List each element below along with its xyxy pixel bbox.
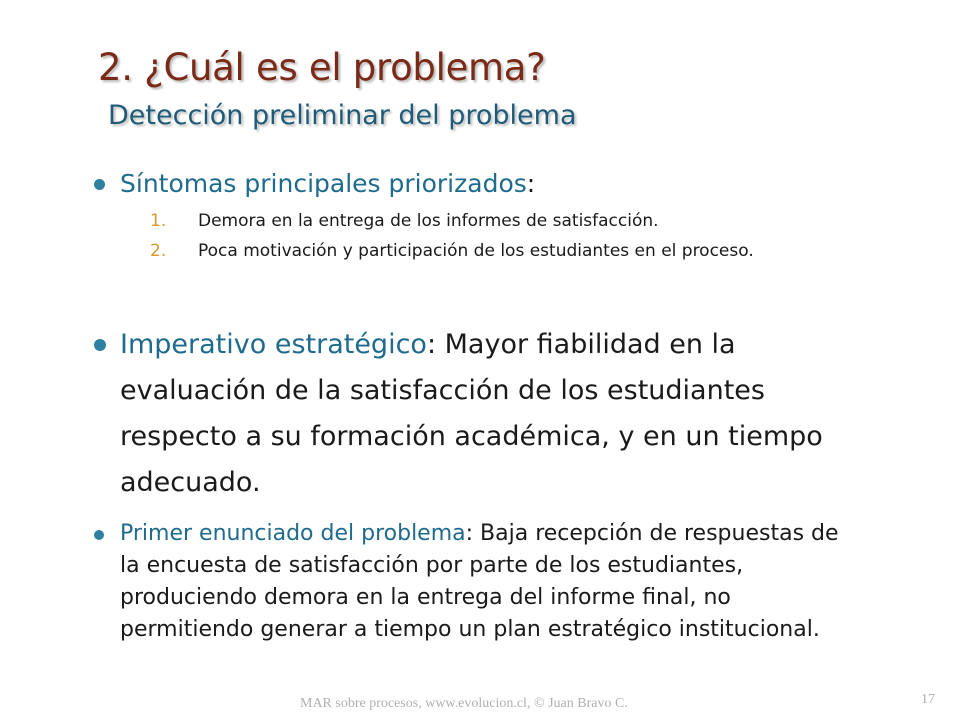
slide-subtitle: Detección preliminar del problema [108, 100, 577, 131]
list-item-number: 2. [150, 241, 167, 261]
bullet-dot-icon [94, 179, 105, 190]
slide-title: 2. ¿Cuál es el problema? [98, 46, 546, 89]
problem-label: Primer enunciado del problema [120, 521, 466, 546]
bullet-symptoms [120, 162, 840, 206]
list-item-text: Poca motivación y participación de los estudiantes en el proceso. [198, 241, 754, 261]
symptoms-list [150, 206, 810, 266]
slide-footer: MAR sobre procesos, www.evolucion.cl, © Juan Bravo C. [300, 696, 628, 711]
imperative-label: Imperativo estratégico [120, 329, 427, 360]
bullet-imperative [120, 322, 840, 506]
symptoms-colon: : [526, 169, 536, 198]
symptoms-label: Síntomas principales priorizados [120, 169, 527, 198]
bullet-dot-icon [94, 530, 104, 540]
list-item [150, 206, 810, 236]
bullet-problem-statement [120, 518, 840, 646]
page-number: 17 [921, 692, 935, 707]
list-item [150, 236, 810, 266]
list-item-number: 1. [150, 211, 167, 231]
problem-text: : Baja recepción de respuestas de la encuesta de satisfacción por parte de los estudiantes, produciendo demora en la entrega del informe final, no permitiendo generar a tiempo un plan estratégico institucional. [120, 521, 839, 642]
bullet-dot-icon [94, 339, 106, 351]
list-item-text: Demora en la entrega de los informes de satisfacción. [198, 211, 659, 231]
imperative-text: : Mayor fiabilidad en la evaluación de la satisfacción de los estudiantes respecto a su formación académica, y en un tiempo adecuado. [120, 329, 823, 498]
